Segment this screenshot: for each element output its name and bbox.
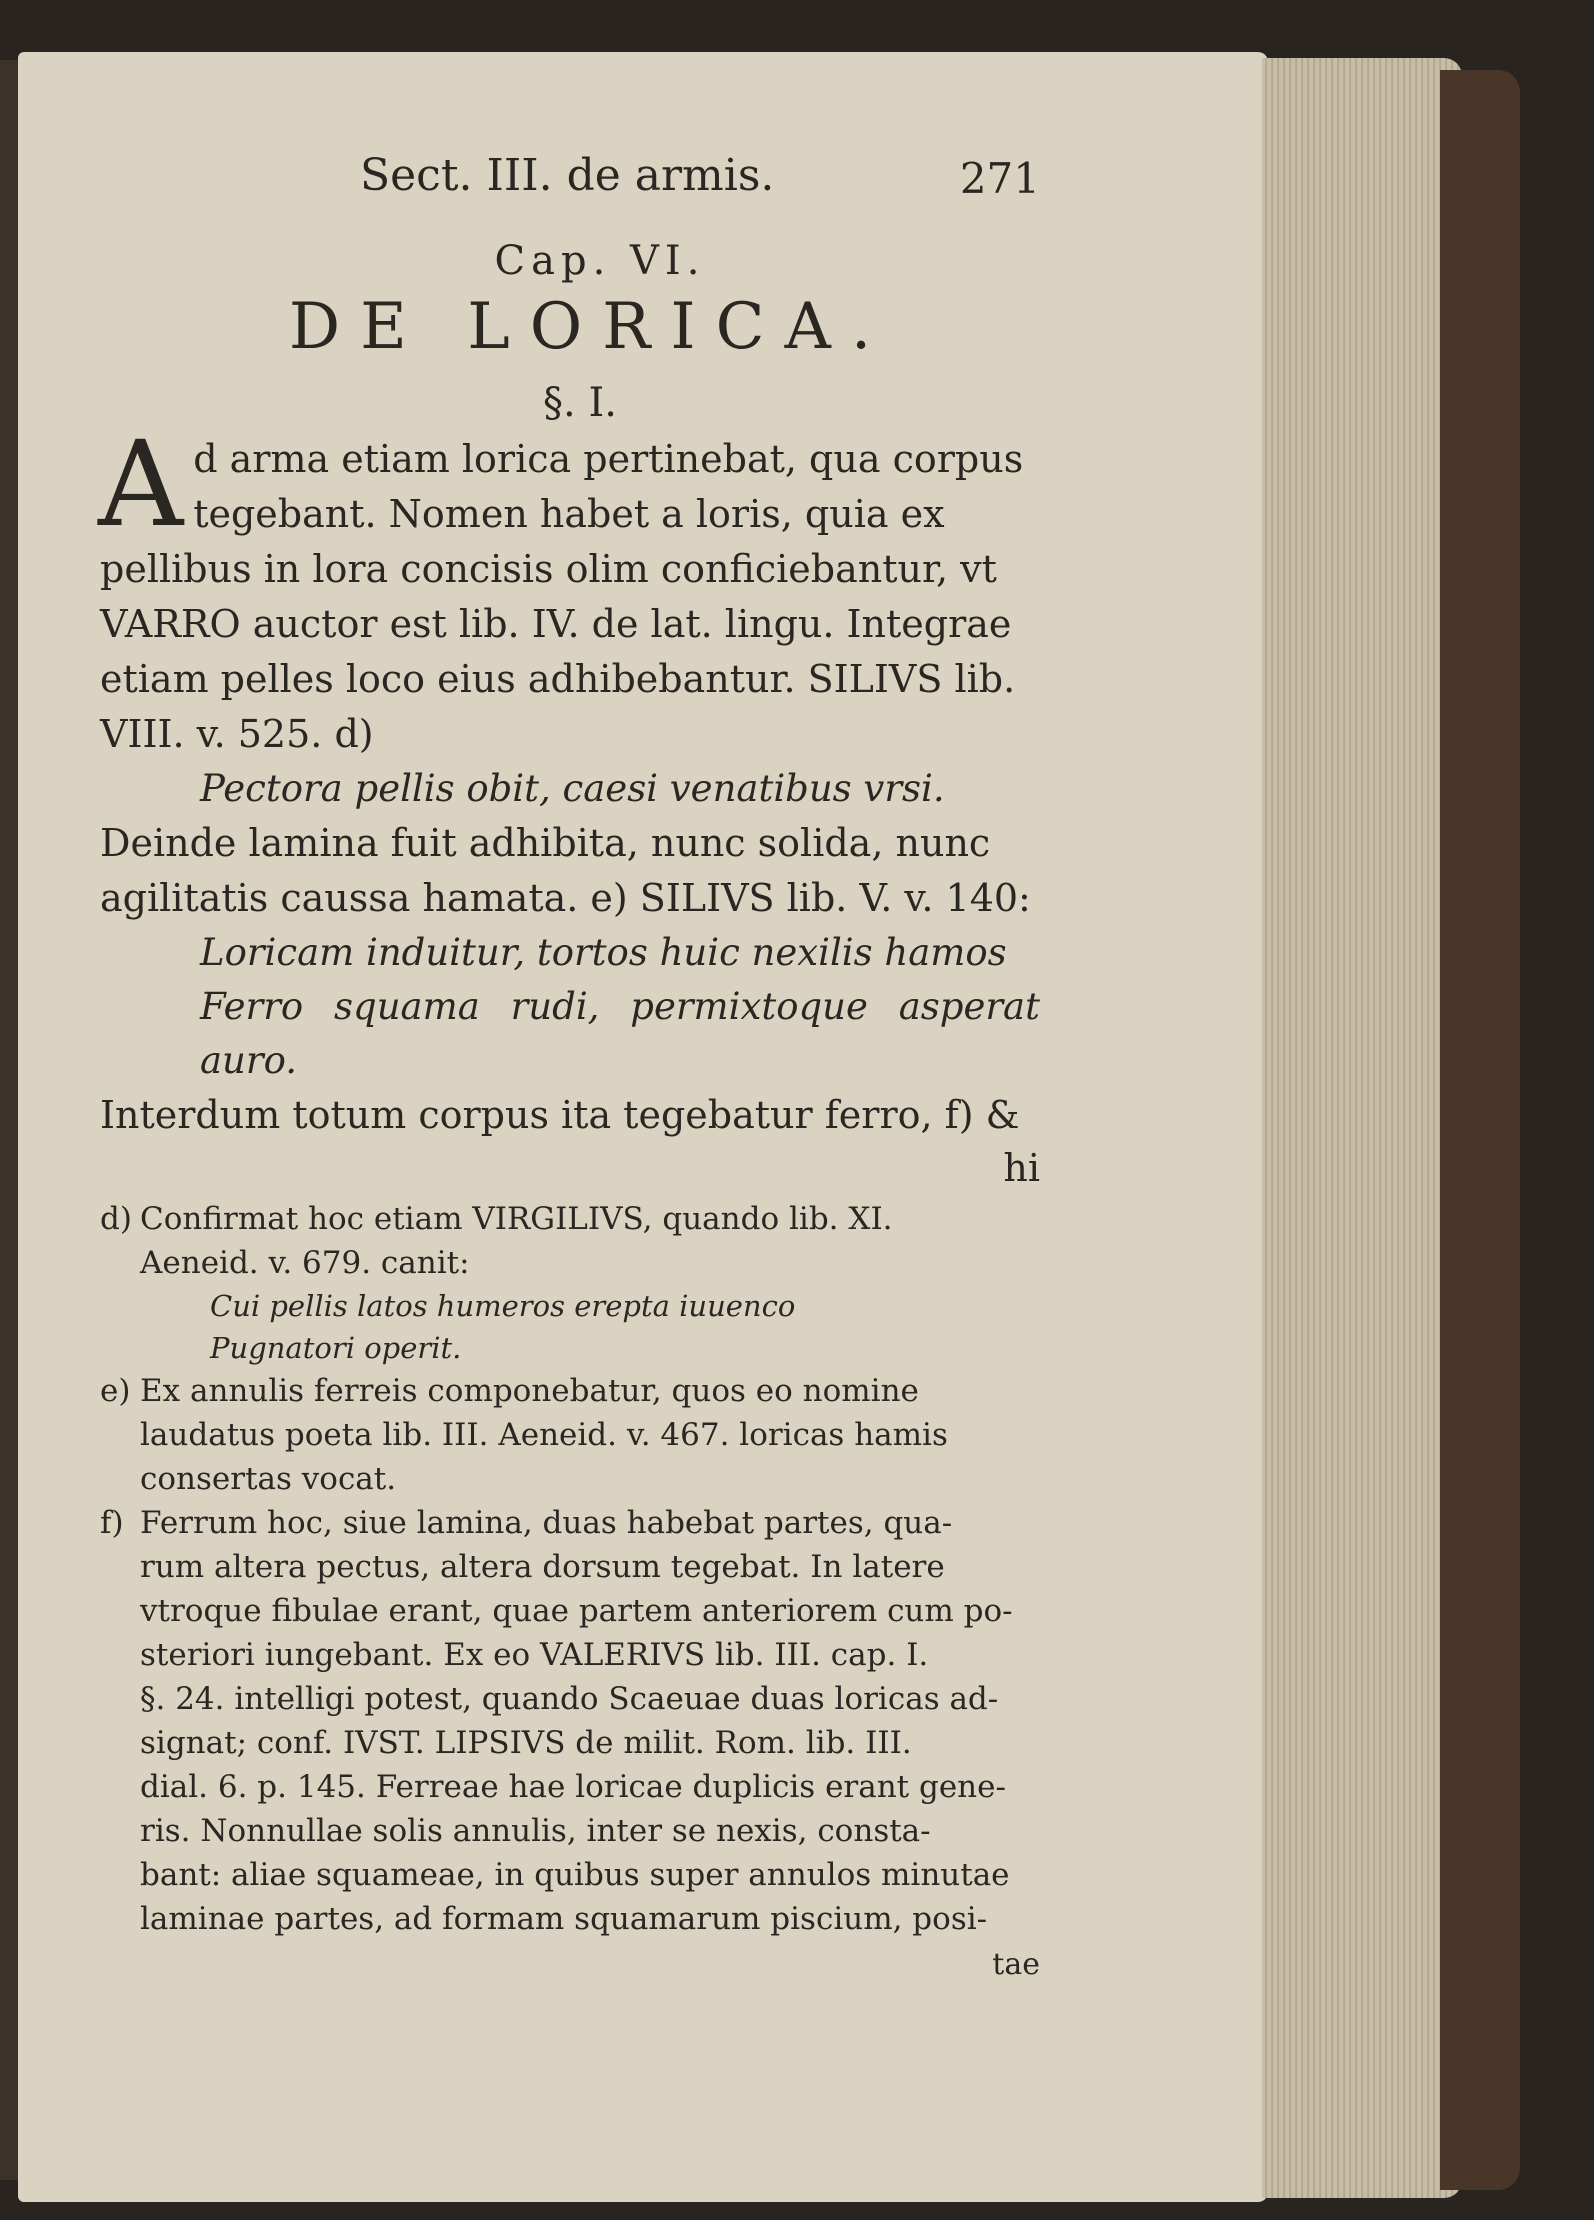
page-content (100, 150, 1040, 1985)
chapter-title: DE LORICA. (288, 290, 892, 364)
page-number: 271 (959, 154, 1040, 203)
text-line: Deinde lamina fuit adhibita, nunc solida, nunc (100, 821, 991, 865)
drop-capital: A (98, 415, 184, 553)
note-verse-line: Pugnatori operit. (210, 1331, 462, 1365)
text-line: tegebant. Nomen habet a loris, quia ex (193, 492, 945, 536)
footnote-mark: d) (100, 1201, 132, 1237)
note-verse-line: Cui pellis latos humeros erepta iuuenco (210, 1289, 796, 1323)
note-line: Ex annulis ferreis componebatur, quos eo nomine (140, 1373, 919, 1409)
note-line: consertas vocat. (140, 1461, 397, 1497)
note-line: Confirmat hoc etiam VIRGILIVS, quando lib. XI. (140, 1201, 893, 1237)
footnote-mark: e) (100, 1373, 131, 1409)
text-line: etiam pelles loco eius adhibebantur. SILIVS lib. (100, 657, 1016, 701)
note-line: Aeneid. v. 679. canit: (140, 1245, 470, 1281)
text-line: VIII. v. 525. d) (100, 712, 374, 756)
text-line: VARRO auctor est lib. IV. de lat. lingu. Integrae (100, 602, 1012, 646)
verse-line: Ferro squama rudi, permixtoque asperat auro. (200, 985, 1040, 1082)
footnotes (100, 1197, 1040, 1985)
text-line: d arma etiam lorica pertinebat, qua corpus (193, 437, 1024, 481)
text-line: Interdum totum corpus ita tegebatur ferro, f) & (100, 1093, 1020, 1137)
footnote-e (100, 1369, 1040, 1501)
note-line: vtroque fibulae erant, quae partem anteriorem cum po- (140, 1593, 1013, 1629)
text-line: pellibus in lora concisis olim conficiebantur, vt (100, 547, 997, 591)
text-line: agilitatis caussa hamata. e) SILIVS lib. V. v. 140: (100, 876, 1031, 920)
note-line: ris. Nonnullae solis annulis, inter se nexis, consta- (140, 1813, 931, 1849)
note-line: dial. 6. p. 145. Ferreae hae loricae duplicis erant gene- (140, 1769, 1006, 1805)
running-head: Sect. III. de armis. (360, 150, 775, 201)
main-text (98, 415, 1040, 1193)
footnote-mark: f) (100, 1505, 124, 1541)
note-line: signat; conf. IVST. LIPSIVS de milit. Rom. lib. III. (140, 1725, 912, 1761)
note-line: Ferrum hoc, siue lamina, duas habebat partes, qua- (140, 1505, 953, 1541)
verse-line: Pectora pellis obit, caesi venatibus vrsi. (200, 767, 945, 810)
section-heading: §. I. (543, 380, 617, 426)
catchword-2: tae (992, 1947, 1040, 1982)
book-cover-edge (1440, 70, 1520, 2190)
chapter-heading: Cap. VI. (494, 238, 706, 284)
page-header (100, 150, 1040, 220)
note-line: steriori iungebant. Ex eo VALERIVS lib. III. cap. I. (140, 1637, 929, 1673)
footnote-f (100, 1501, 1040, 1941)
note-line: laminae partes, ad formam squamarum piscium, posi- (140, 1901, 988, 1937)
note-line: bant: aliae squameae, in quibus super annulos minutae (140, 1857, 1010, 1893)
note-line: laudatus poeta lib. III. Aeneid. v. 467. loricas hamis (140, 1417, 948, 1453)
verse-line: Loricam induitur, tortos huic nexilis hamos (200, 931, 1007, 974)
page-edges (1262, 58, 1462, 2198)
catchword: hi (1003, 1146, 1040, 1190)
note-line: rum altera pectus, altera dorsum tegebat. In latere (140, 1549, 945, 1585)
footnote-d (100, 1197, 1040, 1369)
note-line: §. 24. intelligi potest, quando Scaeuae duas loricas ad- (140, 1681, 999, 1717)
